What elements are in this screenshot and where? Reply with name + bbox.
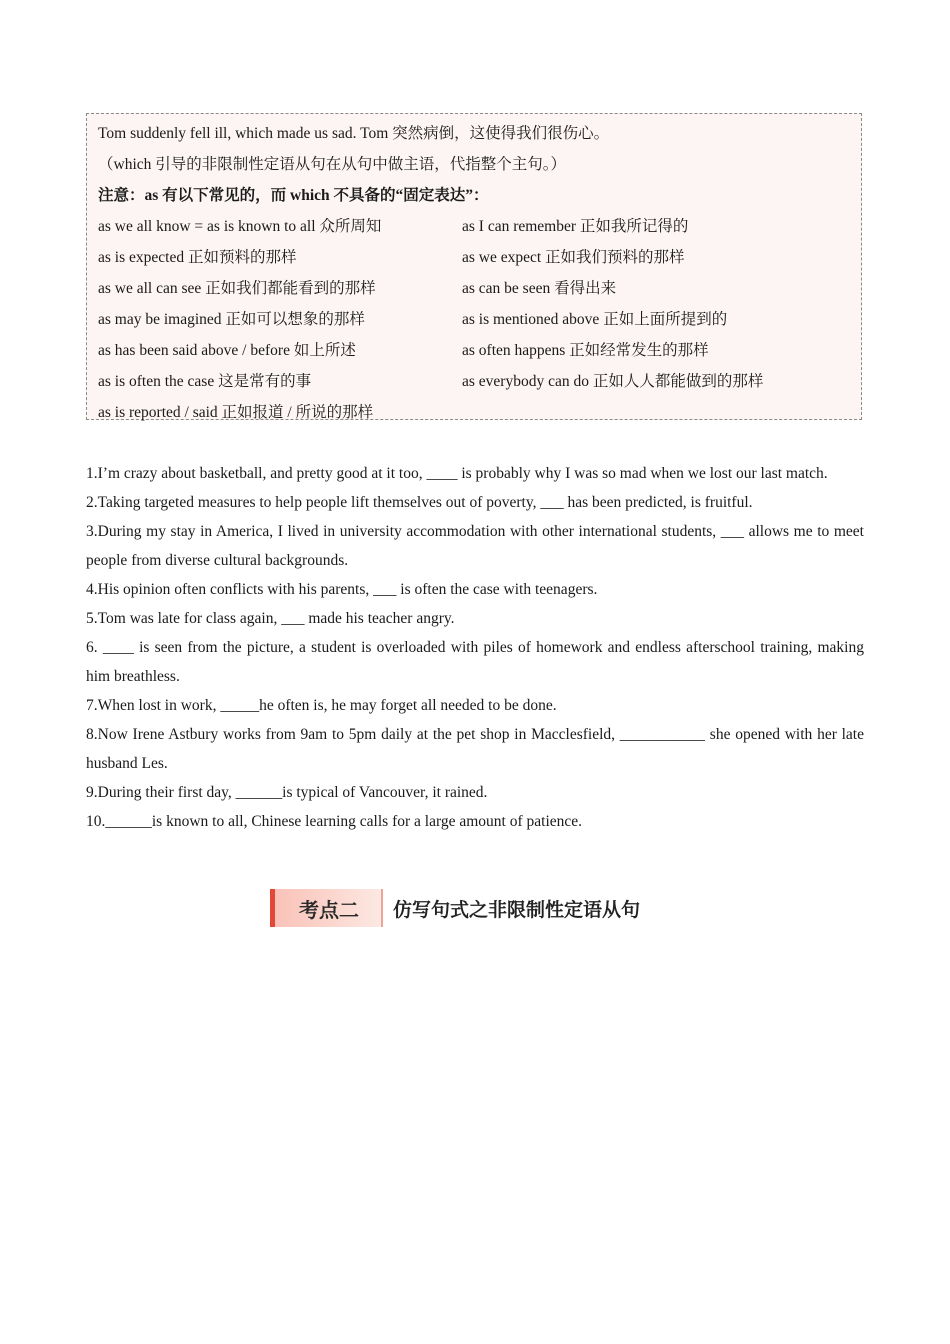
example-sentence: Tom suddenly fell ill, which made us sad. Tom 突然病倒，这使得我们很伤心。 — [98, 125, 610, 142]
notice-heading: 注意：as 有以下常见的，而 which 不具备的“固定表达”： — [98, 187, 489, 204]
grammar-note-box — [86, 113, 862, 420]
explanation-text: （which 引导的非限制性定语从句在从句中做主语，代指整个主句。） — [98, 156, 567, 173]
expression-row — [98, 211, 861, 242]
expression-row — [98, 335, 861, 366]
expression-left: as we all can see 正如我们都能看到的那样 — [98, 280, 376, 297]
expression-left: as is often the case 这是常有的事 — [98, 373, 312, 390]
section-title: 仿写句式之非限制性定语从句 — [393, 898, 641, 921]
question-item: 8.Now Irene Astbury works from 9am to 5pm daily at the pet shop in Macclesfield, ___________ she opened with her late husband Les. — [86, 726, 864, 772]
question-item: 10.______is known to all, Chinese learning calls for a large amount of patience. — [86, 813, 583, 830]
question-item: 7.When lost in work, _____he often is, he may forget all needed to be done. — [86, 697, 557, 714]
expression-right: as everybody can do 正如人人都能做到的那样 — [462, 373, 764, 390]
expression-right: as I can remember 正如我所记得的 — [462, 218, 689, 235]
expression-right: as is mentioned above 正如上面所提到的 — [462, 311, 728, 328]
question-item: 4.His opinion often conflicts with his parents, ___ is often the case with teenagers. — [86, 581, 598, 598]
question-item: 2.Taking targeted measures to help people lift themselves out of poverty, ___ has been predicted, is fruitful. — [86, 494, 753, 511]
expression-left: as may be imagined 正如可以想象的那样 — [98, 311, 365, 328]
question-item: 9.During their first day, ______is typical of Vancouver, it rained. — [86, 784, 488, 801]
expression-row — [98, 242, 861, 273]
question-item: 5.Tom was late for class again, ___ made his teacher angry. — [86, 610, 455, 627]
expression-row — [98, 273, 861, 304]
expression-left: as is expected 正如预料的那样 — [98, 249, 297, 266]
question-item: 3.During my stay in America, I lived in university accommodation with other international students, ___ allows me to meet people from diverse cultural backgrounds. — [86, 523, 864, 569]
expression-row — [98, 366, 861, 397]
section-badge: 考点二 — [270, 889, 383, 927]
section-heading — [270, 889, 640, 927]
exercise-questions — [86, 459, 864, 836]
expression-right: as we expect 正如我们预料的那样 — [462, 249, 685, 266]
expression-left: as we all know = as is known to all 众所周知 — [98, 218, 382, 235]
expression-right: as often happens 正如经常发生的那样 — [462, 342, 709, 359]
expression-last-line: as is reported / said 正如报道 / 所说的那样 — [98, 404, 374, 421]
expression-row — [98, 304, 861, 335]
expression-left: as has been said above / before 如上所述 — [98, 342, 356, 359]
expression-right: as can be seen 看得出来 — [462, 280, 617, 297]
question-item: 1.I’m crazy about basketball, and pretty good at it too, ____ is probably why I was so mad when we lost our last match. — [86, 465, 828, 482]
question-item: 6. ____ is seen from the picture, a student is overloaded with piles of homework and endless afterschool training, making him breathless. — [86, 639, 864, 685]
